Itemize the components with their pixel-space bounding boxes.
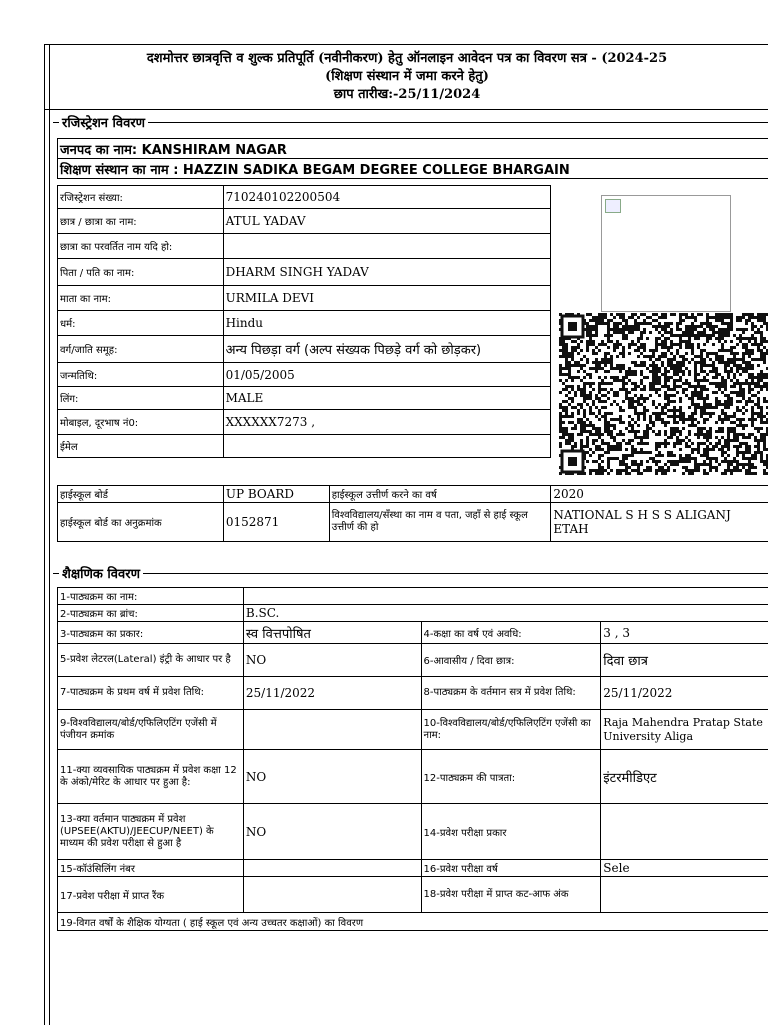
- field-label: ईमेल: [58, 435, 224, 458]
- table-row: [58, 877, 768, 913]
- student-photo: [601, 195, 731, 312]
- table-row: [58, 913, 768, 931]
- field-label: जन्मतिथि:: [58, 363, 224, 387]
- branch-value: B.SC.: [243, 605, 768, 622]
- course-name-value: [243, 588, 768, 605]
- table-row: [58, 387, 551, 410]
- application-form-page: [44, 44, 768, 1025]
- counselling-label: 15-कॉउंसिलिंग नंबर: [58, 860, 244, 877]
- student-name: ATUL YADAV: [223, 209, 550, 234]
- table-row: [58, 286, 551, 311]
- table-row: [58, 677, 768, 710]
- rank-label: 17-प्रवेश परीक्षा में प्राप्त रैंक: [58, 877, 244, 913]
- hs-university-label: विश्वविद्यालय/सँस्था का नाम व पता, जहाँ से हाई स्कूल उत्तीर्ण की हो: [329, 503, 551, 542]
- education-history-label: 19-विगत वर्षों के शैक्षिक योग्यता ( हाई स्कूल एवं अन्य उच्चतर कक्षाओं) का विवरण: [58, 913, 768, 931]
- current-admission-label: 8-पाठ्यक्रम के वर्तमान सत्र में प्रवेश तिथि:: [421, 677, 601, 710]
- religion: Hindu: [223, 311, 550, 336]
- academic-fieldset-border: [53, 573, 768, 574]
- course-type-label: 3-पाठ्यक्रम का प्रकार:: [58, 622, 244, 644]
- field-label: छात्र / छात्रा का नाम:: [58, 209, 224, 234]
- field-label: रजिस्ट्रेशन संख्या:: [58, 186, 224, 209]
- print-date: छाप तारीख:-25/11/2024: [45, 86, 768, 104]
- entrance-admission-label: 13-क्या वर्तमान पाठ्यक्रम में प्रवेश (UPSEE(AKTU)/JEECUP/NEET) के माध्यम की प्रवेश परीक्षा से हुआ है: [58, 804, 244, 860]
- highschool-table: [57, 485, 768, 542]
- district-name: जनपद का नाम: KANSHIRAM NAGAR: [58, 139, 768, 159]
- field-label: मोबाइल, दूरभाष नं0:: [58, 410, 224, 435]
- table-row: [58, 804, 768, 860]
- cutoff-value: [601, 877, 768, 913]
- merit12-value: NO: [243, 750, 421, 804]
- mother-name: URMILA DEVI: [223, 286, 550, 311]
- rank-value: [243, 877, 421, 913]
- field-label: माता का नाम:: [58, 286, 224, 311]
- course-name-label: 1-पाठ्यक्रम का नाम:: [58, 588, 244, 605]
- lateral-entry-value: NO: [243, 644, 421, 677]
- table-row: [58, 605, 768, 622]
- broken-image-icon: [605, 199, 621, 213]
- university-registration-value: [243, 710, 421, 750]
- caste-category: अन्य पिछड़ा वर्ग (अल्प संख्यक पिछड़े वर्ग को छोड़कर): [223, 336, 550, 363]
- frame-line: [49, 45, 50, 1025]
- mobile-number: XXXXXX7273 ,: [223, 410, 550, 435]
- table-row: [58, 486, 768, 503]
- form-subtitle: (शिक्षण संस्थान में जमा करने हेतु): [45, 68, 768, 86]
- changed-name: [223, 234, 550, 259]
- hs-board-label: हाईस्कूल बोर्ड: [58, 486, 224, 503]
- entrance-admission-value: NO: [243, 804, 421, 860]
- exam-year-label: 16-प्रवेश परीक्षा वर्ष: [421, 860, 601, 877]
- university-registration-label: 9-विश्वविद्यालय/बोर्ड/एफिलिएटिंग एजेंसी में पंजीयन क्रमांक: [58, 710, 244, 750]
- first-admission-label: 7-पाठ्यक्रम के प्रथम वर्ष में प्रवेश तिथि:: [58, 677, 244, 710]
- hs-year-value: 2020: [551, 486, 768, 503]
- university-name-label: 10-विश्वविद्यालय/बोर्ड/एफिलिएटिंग एजेंसी का नाम:: [421, 710, 601, 750]
- field-label: धर्म:: [58, 311, 224, 336]
- table-row: [58, 186, 551, 209]
- field-label: छात्रा का परवर्तित नाम यदि हो:: [58, 234, 224, 259]
- form-title: दशमोत्तर छात्रवृत्ति व शुल्क प्रतिपूर्ति (नवीनीकरण) हेतु ऑनलाइन आवेदन पत्र का विवरण सत्र - (2024-25: [45, 50, 768, 68]
- exam-type-value: [601, 804, 768, 860]
- table-row: [58, 234, 551, 259]
- registration-details-table: [57, 185, 551, 458]
- gender: MALE: [223, 387, 550, 410]
- registration-legend: रजिस्ट्रेशन विवरण: [59, 113, 148, 131]
- counselling-value: [243, 860, 421, 877]
- exam-type-label: 14-प्रवेश परीक्षा प्रकार: [421, 804, 601, 860]
- field-label: वर्ग/जाति समूह:: [58, 336, 224, 363]
- hs-university-value: NATIONAL S H S S ALIGANJ ETAH: [551, 503, 768, 542]
- table-row: [58, 209, 551, 234]
- date-of-birth: 01/05/2005: [223, 363, 550, 387]
- institution-name: शिक्षण संस्थान का नाम : HAZZIN SADIKA BEGAM DEGREE COLLEGE BHARGAIN: [58, 159, 768, 179]
- father-name: DHARM SINGH YADAV: [223, 259, 550, 286]
- exam-year-value: Sele: [601, 860, 768, 877]
- hostel-value: दिवा छात्र: [601, 644, 768, 677]
- table-row: [58, 259, 551, 286]
- hs-roll-value: 0152871: [223, 503, 329, 542]
- table-row: [58, 644, 768, 677]
- form-header: [45, 45, 768, 110]
- table-row: [58, 750, 768, 804]
- class-year-label: 4-कक्षा का वर्ष एवं अवधि:: [421, 622, 601, 644]
- eligibility-label: 12-पाठ्यक्रम की पात्रता:: [421, 750, 601, 804]
- current-admission-value: 25/11/2022: [601, 677, 768, 710]
- branch-label: 2-पाठ्यक्रम का ब्रांच:: [58, 605, 244, 622]
- table-row: [58, 410, 551, 435]
- academic-details-table: [57, 587, 768, 931]
- field-label: पिता / पति का नाम:: [58, 259, 224, 286]
- registration-header-table: [57, 138, 768, 179]
- hs-roll-label: हाईस्कूल बोर्ड का अनुक्रमांक: [58, 503, 224, 542]
- table-row: [58, 363, 551, 387]
- hs-year-label: हाईस्कूल उत्तीर्ण करने का वर्ष: [329, 486, 551, 503]
- field-label: लिंग:: [58, 387, 224, 410]
- table-row: [58, 860, 768, 877]
- table-row: [58, 336, 551, 363]
- academic-legend: शैक्षणिक विवरण: [59, 564, 143, 582]
- table-row: [58, 311, 551, 336]
- first-admission-value: 25/11/2022: [243, 677, 421, 710]
- table-row: [58, 503, 768, 542]
- header-divider: [45, 109, 768, 110]
- qr-code: [559, 313, 768, 475]
- table-row: [58, 622, 768, 644]
- merit12-label: 11-क्या व्यवसायिक पाठ्यक्रम में प्रवेश कक्षा 12 के अंको/मेरिट के आधार पर हुआ है:: [58, 750, 244, 804]
- table-row: [58, 588, 768, 605]
- table-row: [58, 435, 551, 458]
- eligibility-value: इंटरमीडिएट: [601, 750, 768, 804]
- university-name-value: Raja Mahendra Pratap State University Aliga: [601, 710, 768, 750]
- registration-number: 710240102200504: [223, 186, 550, 209]
- hs-board-value: UP BOARD: [223, 486, 329, 503]
- lateral-entry-label: 5-प्रवेश लेटरल(Lateral) इंट्री के आधार पर है: [58, 644, 244, 677]
- table-row: [58, 710, 768, 750]
- course-type-value: स्व वित्तपोषित: [243, 622, 421, 644]
- cutoff-label: 18-प्रवेश परीक्षा में प्राप्त कट-आफ अंक: [421, 877, 601, 913]
- email: [223, 435, 550, 458]
- class-year-value: 3 , 3: [601, 622, 768, 644]
- hostel-label: 6-आवासीय / दिवा छात्र:: [421, 644, 601, 677]
- registration-fieldset-border: [53, 122, 768, 123]
